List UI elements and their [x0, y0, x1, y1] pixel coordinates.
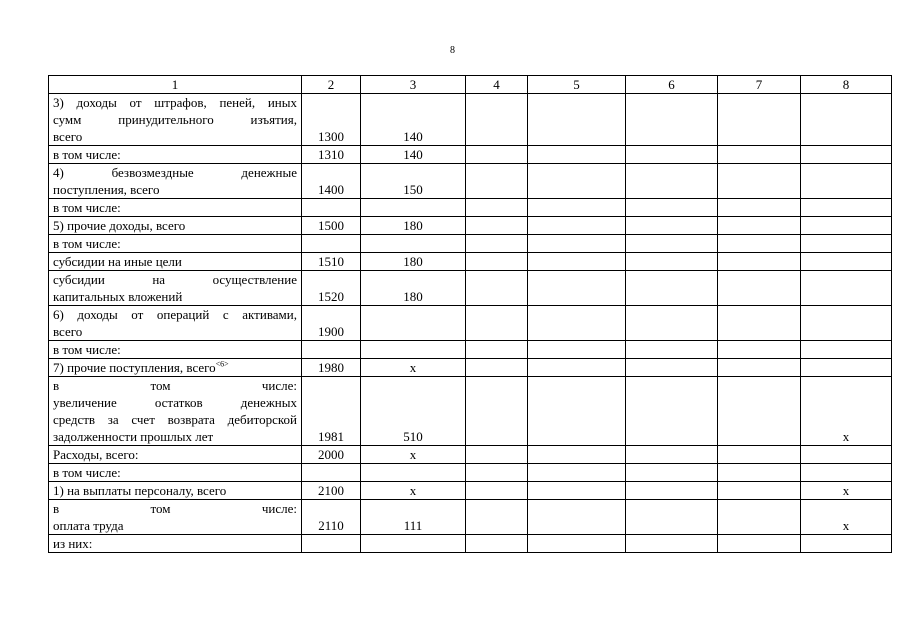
cell-col-5	[528, 359, 626, 377]
cell-col-2: 1300	[302, 94, 361, 146]
row-label-line: капитальных вложений	[53, 289, 183, 304]
table-row	[49, 271, 892, 306]
row-label-line: оплата труда	[53, 518, 124, 533]
cell-col-5	[528, 446, 626, 464]
cell-col-6	[626, 446, 718, 464]
cell-col-5	[528, 341, 626, 359]
table-body	[49, 76, 892, 553]
cell-col-4	[466, 359, 528, 377]
cell-col-3: 111	[361, 500, 466, 535]
cell-col-4	[466, 464, 528, 482]
table-row	[49, 359, 892, 377]
table-header-row	[49, 76, 892, 94]
cell-col-4	[466, 199, 528, 217]
cell-col-7	[718, 253, 801, 271]
row-label-cell	[49, 146, 302, 164]
cell-col-8	[801, 199, 892, 217]
cell-col-4	[466, 446, 528, 464]
cell-col-8	[801, 94, 892, 146]
cell-col-8	[801, 464, 892, 482]
cell-col-5	[528, 94, 626, 146]
cell-col-5	[528, 482, 626, 500]
cell-col-5	[528, 464, 626, 482]
cell-col-2: 1500	[302, 217, 361, 235]
page-number: 8	[450, 45, 455, 56]
cell-col-6	[626, 146, 718, 164]
cell-col-2	[302, 464, 361, 482]
row-label-line: Расходы, всего:	[53, 447, 139, 462]
cell-col-4	[466, 500, 528, 535]
row-label-line: 4) безвозмездные денежные	[53, 165, 297, 180]
cell-col-4	[466, 164, 528, 199]
cell-col-6	[626, 306, 718, 341]
row-label-line: поступления, всего	[53, 182, 160, 197]
cell-col-6	[626, 217, 718, 235]
cell-col-6	[626, 341, 718, 359]
cell-col-7	[718, 199, 801, 217]
column-header-2: 2	[302, 76, 361, 94]
cell-col-3	[361, 535, 466, 553]
cell-col-5	[528, 235, 626, 253]
cell-col-8	[801, 446, 892, 464]
cell-col-6	[626, 377, 718, 446]
cell-col-6	[626, 464, 718, 482]
table-row	[49, 446, 892, 464]
row-label-line: всего	[53, 129, 83, 144]
cell-col-2: 2100	[302, 482, 361, 500]
row-label-cell	[49, 235, 302, 253]
cell-col-8: x	[801, 377, 892, 446]
cell-col-6	[626, 235, 718, 253]
row-label-cell	[49, 341, 302, 359]
column-header-8: 8	[801, 76, 892, 94]
cell-col-5	[528, 164, 626, 199]
cell-col-2	[302, 535, 361, 553]
cell-col-2	[302, 341, 361, 359]
table-row	[49, 253, 892, 271]
column-header-6: 6	[626, 76, 718, 94]
row-label-line: в том числе:	[53, 147, 121, 162]
cell-col-8	[801, 306, 892, 341]
cell-col-6	[626, 482, 718, 500]
cell-col-7	[718, 446, 801, 464]
cell-col-5	[528, 146, 626, 164]
row-label-cell	[49, 164, 302, 199]
column-header-3: 3	[361, 76, 466, 94]
cell-col-5	[528, 535, 626, 553]
cell-col-6	[626, 199, 718, 217]
cell-col-8: x	[801, 500, 892, 535]
cell-col-6	[626, 271, 718, 306]
table-row	[49, 464, 892, 482]
cell-col-4	[466, 306, 528, 341]
cell-col-2: 2000	[302, 446, 361, 464]
cell-col-5	[528, 199, 626, 217]
row-label-line: 1) на выплаты персоналу, всего	[53, 483, 227, 498]
report-table	[48, 75, 892, 553]
cell-col-7	[718, 377, 801, 446]
row-label-cell	[49, 217, 302, 235]
cell-col-4	[466, 146, 528, 164]
row-label-line: 3) доходы от штрафов, пеней, иных	[53, 95, 297, 110]
cell-col-4	[466, 253, 528, 271]
row-label-line: увеличение остатков денежных	[53, 395, 297, 410]
cell-col-2: 1900	[302, 306, 361, 341]
cell-col-7	[718, 341, 801, 359]
row-label-line: в том числе:	[53, 236, 121, 251]
row-label-line: 6) доходы от операций с активами,	[53, 307, 297, 322]
cell-col-3	[361, 199, 466, 217]
row-label-cell	[49, 535, 302, 553]
column-header-4: 4	[466, 76, 528, 94]
cell-col-8	[801, 164, 892, 199]
row-label-line-wrap	[53, 359, 297, 376]
cell-col-2: 1980	[302, 359, 361, 377]
cell-col-4	[466, 235, 528, 253]
cell-col-3: 140	[361, 94, 466, 146]
cell-col-2	[302, 199, 361, 217]
cell-col-8	[801, 235, 892, 253]
cell-col-6	[626, 164, 718, 199]
cell-col-2	[302, 235, 361, 253]
cell-col-5	[528, 217, 626, 235]
cell-col-4	[466, 271, 528, 306]
table-row	[49, 535, 892, 553]
cell-col-4	[466, 535, 528, 553]
column-header-1: 1	[49, 76, 302, 94]
row-label-cell	[49, 253, 302, 271]
cell-col-5	[528, 271, 626, 306]
table-row	[49, 217, 892, 235]
cell-col-6	[626, 535, 718, 553]
cell-col-4	[466, 94, 528, 146]
row-label-cell	[49, 271, 302, 306]
row-label-line: 5) прочие доходы, всего	[53, 218, 186, 233]
cell-col-4	[466, 377, 528, 446]
row-label-cell	[49, 464, 302, 482]
cell-col-5	[528, 377, 626, 446]
cell-col-7	[718, 306, 801, 341]
table-row	[49, 94, 892, 146]
cell-col-7	[718, 94, 801, 146]
row-label-line: в том числе:	[53, 378, 297, 393]
cell-col-7	[718, 164, 801, 199]
cell-col-7	[718, 359, 801, 377]
cell-col-2: 1310	[302, 146, 361, 164]
cell-col-6	[626, 253, 718, 271]
footnote-ref: <6>	[215, 359, 229, 369]
cell-col-8	[801, 217, 892, 235]
column-header-5: 5	[528, 76, 626, 94]
cell-col-5	[528, 500, 626, 535]
row-label-cell	[49, 446, 302, 464]
cell-col-5	[528, 306, 626, 341]
row-label-cell	[49, 500, 302, 535]
cell-col-3: 140	[361, 146, 466, 164]
row-label-cell	[49, 377, 302, 446]
row-label-line: всего	[53, 324, 83, 339]
cell-col-7	[718, 217, 801, 235]
cell-col-5	[528, 253, 626, 271]
cell-col-3	[361, 341, 466, 359]
column-header-7: 7	[718, 76, 801, 94]
cell-col-8	[801, 341, 892, 359]
cell-col-2: 1520	[302, 271, 361, 306]
cell-col-6	[626, 94, 718, 146]
cell-col-7	[718, 271, 801, 306]
table-row	[49, 235, 892, 253]
cell-col-2: 1510	[302, 253, 361, 271]
cell-col-7	[718, 500, 801, 535]
row-label-line: в том числе:	[53, 465, 121, 480]
cell-col-3: 150	[361, 164, 466, 199]
table-row	[49, 482, 892, 500]
table-row	[49, 377, 892, 446]
cell-col-3: x	[361, 446, 466, 464]
cell-col-6	[626, 500, 718, 535]
cell-col-3: x	[361, 482, 466, 500]
row-label-line: средств за счет возврата дебиторской	[53, 412, 297, 427]
cell-col-3: 510	[361, 377, 466, 446]
cell-col-7	[718, 464, 801, 482]
row-label-cell	[49, 94, 302, 146]
row-label-cell	[49, 199, 302, 217]
cell-col-4	[466, 341, 528, 359]
row-label-cell	[49, 359, 302, 377]
cell-col-7	[718, 535, 801, 553]
row-label-line: в том числе:	[53, 342, 121, 357]
cell-col-8	[801, 253, 892, 271]
cell-col-7	[718, 482, 801, 500]
row-label-line: 7) прочие поступления, всего	[53, 360, 216, 375]
table-row	[49, 146, 892, 164]
row-label-line: в том числе:	[53, 501, 297, 516]
cell-col-2: 1400	[302, 164, 361, 199]
cell-col-3	[361, 464, 466, 482]
table-row	[49, 199, 892, 217]
table-row	[49, 306, 892, 341]
cell-col-8	[801, 359, 892, 377]
cell-col-2: 2110	[302, 500, 361, 535]
cell-col-8	[801, 271, 892, 306]
cell-col-8	[801, 535, 892, 553]
row-label-line: из них:	[53, 536, 93, 551]
cell-col-3: 180	[361, 253, 466, 271]
cell-col-4	[466, 217, 528, 235]
cell-col-4	[466, 482, 528, 500]
table-row	[49, 341, 892, 359]
cell-col-3: 180	[361, 271, 466, 306]
row-label-line: субсидии на иные цели	[53, 254, 182, 269]
cell-col-2: 1981	[302, 377, 361, 446]
row-label-cell	[49, 306, 302, 341]
row-label-line: субсидии на осуществление	[53, 272, 297, 287]
cell-col-6	[626, 359, 718, 377]
row-label-cell	[49, 482, 302, 500]
cell-col-7	[718, 235, 801, 253]
row-label-line: в том числе:	[53, 200, 121, 215]
cell-col-3: x	[361, 359, 466, 377]
table-row	[49, 500, 892, 535]
row-label-line: задолженности прошлых лет	[53, 429, 214, 444]
cell-col-7	[718, 146, 801, 164]
row-label-line: сумм принудительного изъятия,	[53, 112, 297, 127]
cell-col-8	[801, 146, 892, 164]
cell-col-8: x	[801, 482, 892, 500]
cell-col-3: 180	[361, 217, 466, 235]
table-row	[49, 164, 892, 199]
cell-col-3	[361, 306, 466, 341]
cell-col-3	[361, 235, 466, 253]
